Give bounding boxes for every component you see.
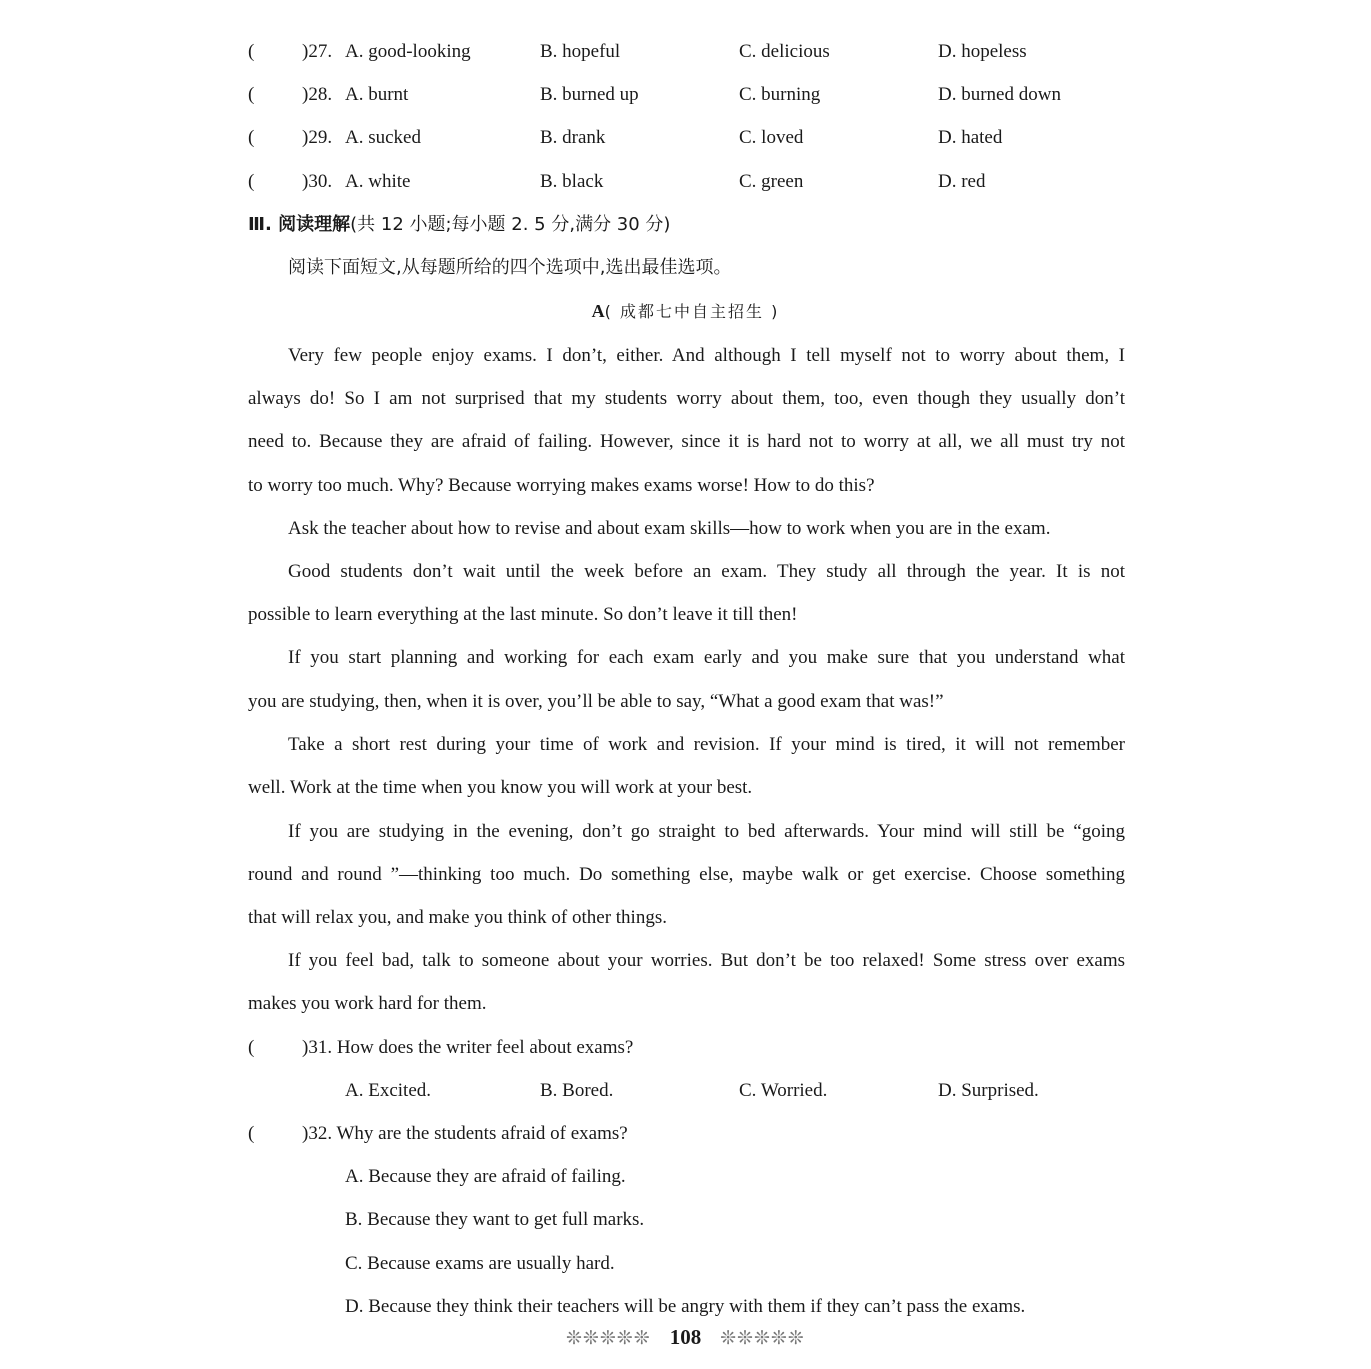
option-a: A. burnt: [345, 84, 409, 105]
option-c: C. burning: [739, 84, 821, 105]
option-a: A. Excited.: [345, 1080, 432, 1101]
passage-source: ( 成都七中自主招生 ): [604, 302, 780, 321]
passage-line: you are studying, then, when it is over, you’ll be able to say, “What a good exam that was!”: [248, 691, 944, 712]
option-a: A. Because they are afraid of failing.: [345, 1166, 626, 1187]
option-d: D. Surprised.: [938, 1080, 1039, 1101]
option-d: D. red: [938, 171, 986, 192]
passage-line: always do! So I am not surprised that my students worry about them, too, even though they usually don’t: [248, 388, 1125, 409]
section-scoring: (共 12 小题;每小题 2. 5 分,满分 30 分): [350, 214, 671, 235]
section-title: Ⅲ. 阅读理解: [248, 214, 351, 235]
passage-title: [0, 299, 1371, 324]
answer-blank: (: [248, 84, 255, 105]
passage-line: that will relax you, and make you think of other things.: [248, 907, 667, 928]
option-c: C. loved: [739, 127, 804, 148]
section-heading: [248, 213, 670, 237]
answer-blank: (: [248, 1123, 255, 1144]
option-d: D. burned down: [938, 84, 1061, 105]
passage-line: Ask the teacher about how to revise and about exam skills—how to work when you are in the exam.: [288, 518, 1051, 539]
passage-line: Good students don’t wait until the week before an exam. They study all through the year. It is not: [288, 561, 1125, 582]
option-b: B. Bored.: [540, 1080, 614, 1101]
option-d: D. Because they think their teachers will be angry with them if they can’t pass the exams.: [345, 1296, 1026, 1317]
section-instruction: 阅读下面短文,从每题所给的四个选项中,选出最佳选项。: [288, 257, 732, 278]
flower-ornament-icon: ❊❊❊❊❊: [720, 1327, 805, 1349]
option-a: A. white: [345, 171, 411, 192]
question-number: )30.: [302, 171, 333, 192]
flower-ornament-icon: ❊❊❊❊❊: [566, 1327, 651, 1349]
passage-line: If you start planning and working for each exam early and you make sure that you understand what: [288, 647, 1125, 668]
option-d: D. hated: [938, 127, 1003, 148]
option-c: C. green: [739, 171, 804, 192]
page-footer: [0, 1324, 1371, 1351]
passage-line: If you feel bad, talk to someone about your worries. But don’t be too relaxed! Some stress over exams: [288, 950, 1125, 971]
option-c: C. Worried.: [739, 1080, 828, 1101]
question-31-stem: )31. How does the writer feel about exams?: [302, 1037, 634, 1058]
passage-line: round and round ”—thinking too much. Do something else, maybe walk or get exercise. Choose something: [248, 864, 1125, 885]
option-b: B. drank: [540, 127, 606, 148]
passage-line: need to. Because they are afraid of failing. However, since it is hard not to worry at all, we all must try not: [248, 431, 1125, 452]
passage-line: makes you work hard for them.: [248, 993, 487, 1014]
option-a: A. sucked: [345, 127, 421, 148]
option-b: B. Because they want to get full marks.: [345, 1209, 645, 1230]
option-d: D. hopeless: [938, 41, 1027, 62]
question-number: )29.: [302, 127, 333, 148]
option-b: B. burned up: [540, 84, 639, 105]
option-b: B. black: [540, 171, 604, 192]
passage-line: If you are studying in the evening, don’t go straight to bed afterwards. Your mind will still be “going: [288, 821, 1125, 842]
option-c: C. delicious: [739, 41, 830, 62]
answer-blank: (: [248, 171, 255, 192]
answer-blank: (: [248, 1037, 255, 1058]
answer-blank: (: [248, 41, 255, 62]
passage-line: Take a short rest during your time of work and revision. If your mind is tired, it will not remember: [288, 734, 1125, 755]
passage-line: possible to learn everything at the last minute. So don’t leave it till then!: [248, 604, 798, 625]
option-a: A. good-looking: [345, 41, 471, 62]
question-32-stem: )32. Why are the students afraid of exams?: [302, 1123, 628, 1144]
answer-blank: (: [248, 127, 255, 148]
passage-line: Very few people enjoy exams. I don’t, either. And although I tell myself not to worry about them, I: [288, 345, 1125, 366]
question-number: )28.: [302, 84, 333, 105]
option-c: C. Because exams are usually hard.: [345, 1253, 615, 1274]
passage-letter: A: [591, 301, 605, 321]
page-number: 108: [669, 1325, 702, 1349]
option-b: B. hopeful: [540, 41, 621, 62]
passage-line: to worry too much. Why? Because worrying makes exams worse! How to do this?: [248, 475, 875, 496]
passage-line: well. Work at the time when you know you will work at your best.: [248, 777, 753, 798]
question-number: )27.: [302, 41, 333, 62]
